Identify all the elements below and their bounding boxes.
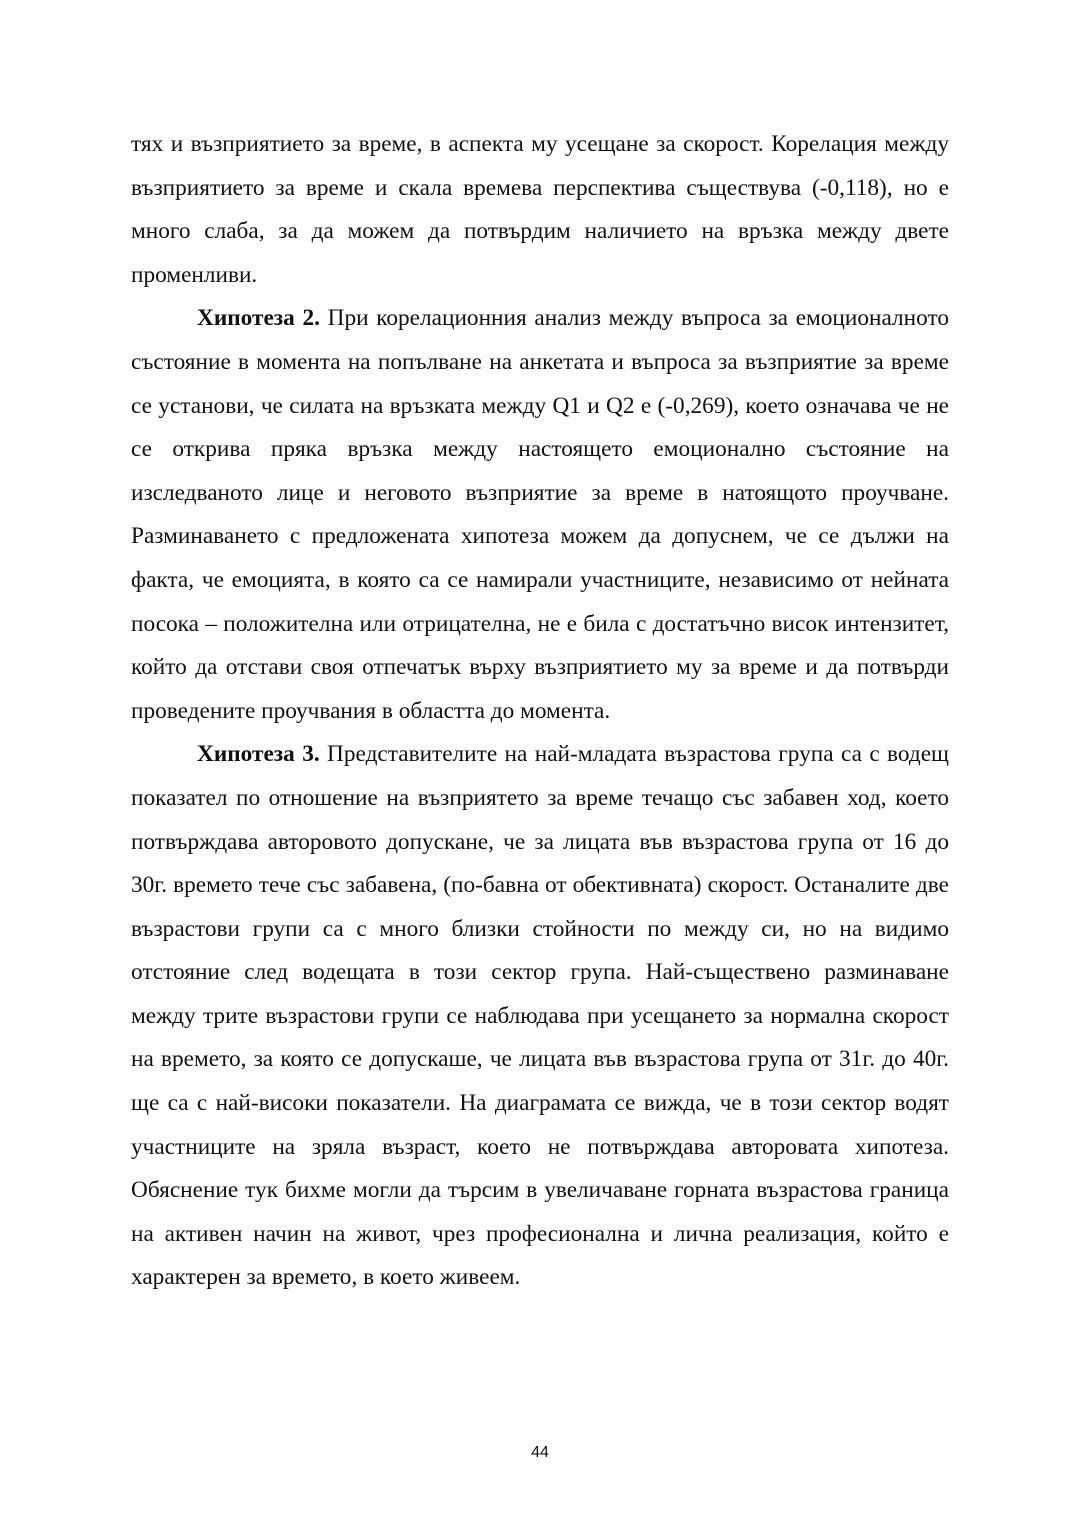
paragraph-text: тях и възприятието за време, в аспекта му усещане за скорост. Корелация между възприятието за време и скала времева перспектива съществува (-0,118), но е много слаба, за да можем да потвърдим наличието на връзка между двете променливи. bbox=[131, 131, 949, 288]
paragraph-hypothesis-3 bbox=[131, 733, 949, 1300]
paragraph-hypothesis-2 bbox=[131, 297, 949, 733]
paragraph-correlation-continuation bbox=[131, 123, 949, 297]
page-number: 44 bbox=[531, 1444, 549, 1461]
paragraph-text: При корелационния анализ между въпроса за емоционалното състояние в момента на попълване на анкетата и въпроса за възприятие за време се установи, че силата на връзката между Q1 и Q2 е (-0,269), което означава че не се открива пряка връзка между настоящето емоционално състояние на изследваното лице и неговото възприятие за време в натоящото проучване. Разминаването с предложената хипотеза можем да допуснем, че се дължи на факта, че емоцията, в която са се намирали участниците, независимо от нейната посока – положителна или отрицателна, не е била с достатъчно висок интензитет, който да отстави своя отпечатък върху възприятието му за време и да потвърди проведените проучвания в областта до момента. bbox=[131, 305, 949, 724]
page-body bbox=[131, 123, 949, 1300]
paragraph-text: Представителите на най-младата възрастова група са с водещ показател по отношение на възприятето за време течащо със забавен ход, което потвърждава авторовото допускане, че за лицата във възрастова група от 16 до 30г. времето тече със забавена, (по-бавна от обективната) скорост. Останалите две възрастови групи са с много близки стойности по между си, но на видимо отстояние след водещата в този сектор група. Най-съществено разминаване между трите възрастови групи се наблюдава при усещането за нормална скорост на времето, за която се допускаше, че лицата във възрастова група от 31г. до 40г. ще са с най-високи показатели. На диаграмата се вижда, че в този сектор водят участниците на зряла възраст, което не потвърждава авторовата хипотеза. Обяснение тук бихме могли да търсим в увеличаване горната възрастова граница на активен начин на живот, чрез професионална и лична реализация, който е характерен за времето, в което живеем. bbox=[131, 741, 949, 1291]
hypothesis-3-heading: Хипотеза 3. bbox=[197, 741, 320, 768]
hypothesis-2-heading: Хипотеза 2. bbox=[197, 305, 320, 332]
